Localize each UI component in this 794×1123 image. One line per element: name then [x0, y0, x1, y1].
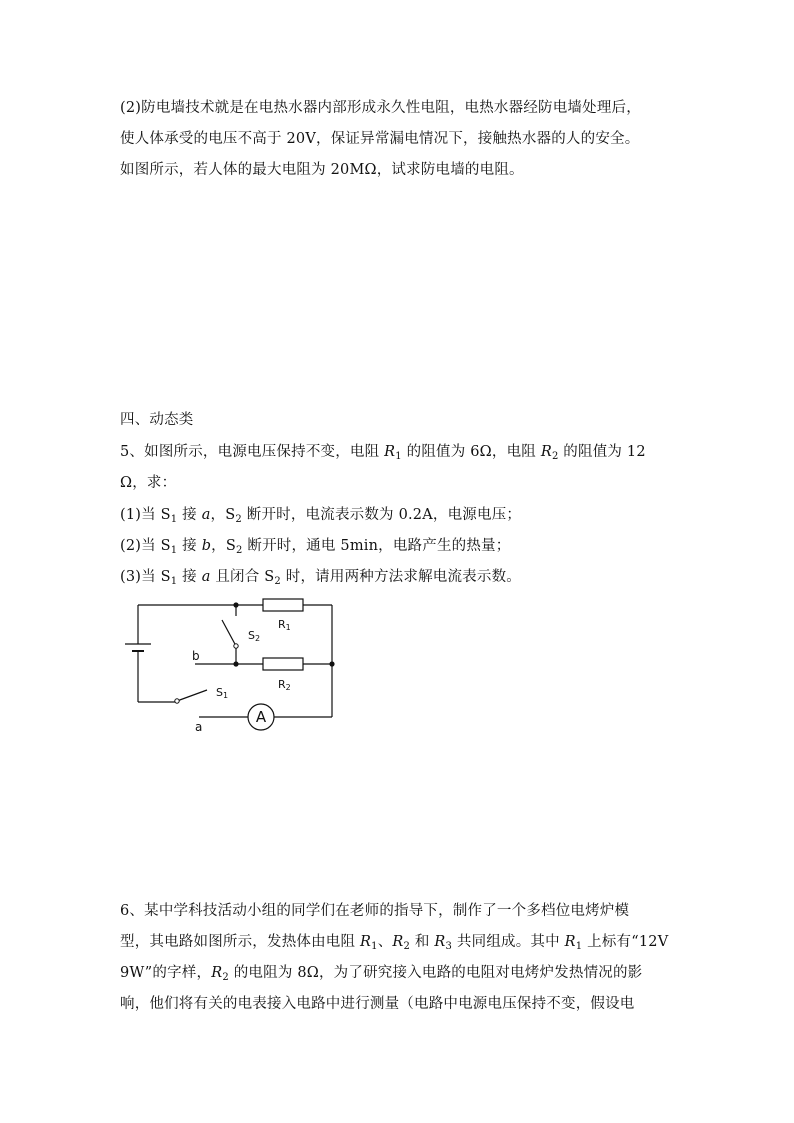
- sub: 1: [371, 941, 378, 952]
- var: a: [201, 507, 211, 523]
- text: (2)当 S: [120, 538, 171, 554]
- sub: 1: [395, 451, 402, 462]
- text: 的阻值为 12: [558, 444, 646, 460]
- problem2-line2: 使人体承受的电压不高于 20V，保证异常漏电情况下，接触热水器的人的安全。: [120, 131, 640, 147]
- text: 9W”的字样，: [120, 965, 212, 981]
- problem2-line3: 如图所示，若人体的最大电阻为 20MΩ，试求防电墙的电阻。: [120, 162, 524, 178]
- label-node-b: b: [192, 649, 200, 663]
- text: 5、如图所示，电源电压保持不变，电阻: [120, 444, 385, 460]
- problem6-line2: [120, 930, 668, 951]
- sub: 2: [274, 576, 281, 587]
- var-r2: R: [540, 444, 552, 460]
- text: 且闭合 S: [210, 569, 275, 585]
- label-s2-letter: S: [248, 629, 255, 642]
- text: 时，请用两种方法求解电流表示数。: [280, 569, 521, 585]
- label-r1: [278, 618, 291, 632]
- switch-contact: [175, 699, 179, 703]
- sub: 1: [170, 545, 178, 556]
- sub: 2: [403, 941, 411, 952]
- text: (3)当 S: [120, 569, 171, 585]
- text: 接: [177, 538, 202, 554]
- label-r1-letter: R: [278, 618, 286, 631]
- var: b: [201, 538, 212, 554]
- text: 断开时，通电 5min，电路产生的热量；: [242, 538, 511, 554]
- text: 上标有“12V: [582, 934, 669, 950]
- problem6-line3: [120, 961, 642, 982]
- var-r1: R: [384, 444, 396, 460]
- switch-s2-blade: [222, 620, 236, 646]
- sub: 2: [236, 545, 243, 556]
- problem5-q3: [120, 565, 521, 586]
- text: 型，其电路如图所示，发热体由电阻: [120, 934, 361, 950]
- sub: 1: [170, 576, 178, 587]
- label-s2-sub: 2: [254, 634, 261, 643]
- sub: 3: [445, 941, 453, 952]
- sub: 2: [551, 451, 559, 462]
- text: 共同组成。其中: [452, 934, 565, 950]
- sub: 2: [235, 514, 242, 525]
- problem2-line1: (2)防电墙技术就是在电热水器内部形成永久性电阻，电热水器经防电墙处理后，: [120, 100, 641, 116]
- text: 的阻值为 6Ω，电阻: [401, 444, 541, 460]
- junction-dot: [329, 661, 334, 666]
- switch-contact: [234, 644, 238, 648]
- circuit-diagram: [115, 588, 345, 738]
- problem5-line2: Ω，求：: [120, 475, 177, 491]
- problem5-q2: [120, 534, 510, 555]
- junction-dot: [233, 602, 238, 607]
- label-s1: [216, 686, 228, 700]
- var-r3: R: [434, 934, 446, 950]
- var-r2: R: [392, 934, 404, 950]
- label-node-a: a: [195, 720, 203, 734]
- sub: 1: [170, 514, 178, 525]
- problem5-line1: [120, 440, 646, 461]
- label-r2-letter: R: [278, 678, 286, 691]
- var-r1: R: [564, 934, 576, 950]
- section-heading: 四、动态类: [120, 412, 194, 428]
- var: a: [201, 569, 211, 585]
- var-r1: R: [360, 934, 372, 950]
- junction-dot: [233, 661, 238, 666]
- problem5-q1: [120, 503, 521, 524]
- resistor-r1: [263, 599, 303, 611]
- text: 、: [377, 934, 393, 950]
- switch-s1-blade: [177, 690, 207, 701]
- sub: 1: [575, 941, 583, 952]
- text: 和: [410, 934, 435, 950]
- label-s1-sub: 1: [222, 691, 229, 700]
- var-r2: R: [211, 965, 223, 981]
- label-s1-letter: S: [216, 686, 223, 699]
- label-r2-sub: 2: [285, 683, 291, 692]
- label-s2: [248, 629, 260, 643]
- sub: 2: [222, 972, 229, 983]
- text: 断开时，电流表示数为 0.2A，电源电压；: [241, 507, 522, 523]
- label-r1-sub: 1: [285, 623, 291, 632]
- text: 的电阻为 8Ω，为了研究接入电路的电阻对电烤炉发热情况的影: [228, 965, 643, 981]
- problem6-line4: 响，他们将有关的电表接入电路中进行测量（电路中电源电压保持不变，假设电: [120, 996, 635, 1012]
- text: ，S: [210, 507, 236, 523]
- text: 接: [177, 569, 202, 585]
- label-r2: [278, 678, 291, 692]
- text: (1)当 S: [120, 507, 171, 523]
- ammeter-label: A: [255, 708, 267, 726]
- problem6-line1: 6、某中学科技活动小组的同学们在老师的指导下，制作了一个多档位电烤炉模: [120, 903, 630, 919]
- resistor-r2: [263, 658, 303, 670]
- text: 接: [177, 507, 202, 523]
- text: ，S: [211, 538, 237, 554]
